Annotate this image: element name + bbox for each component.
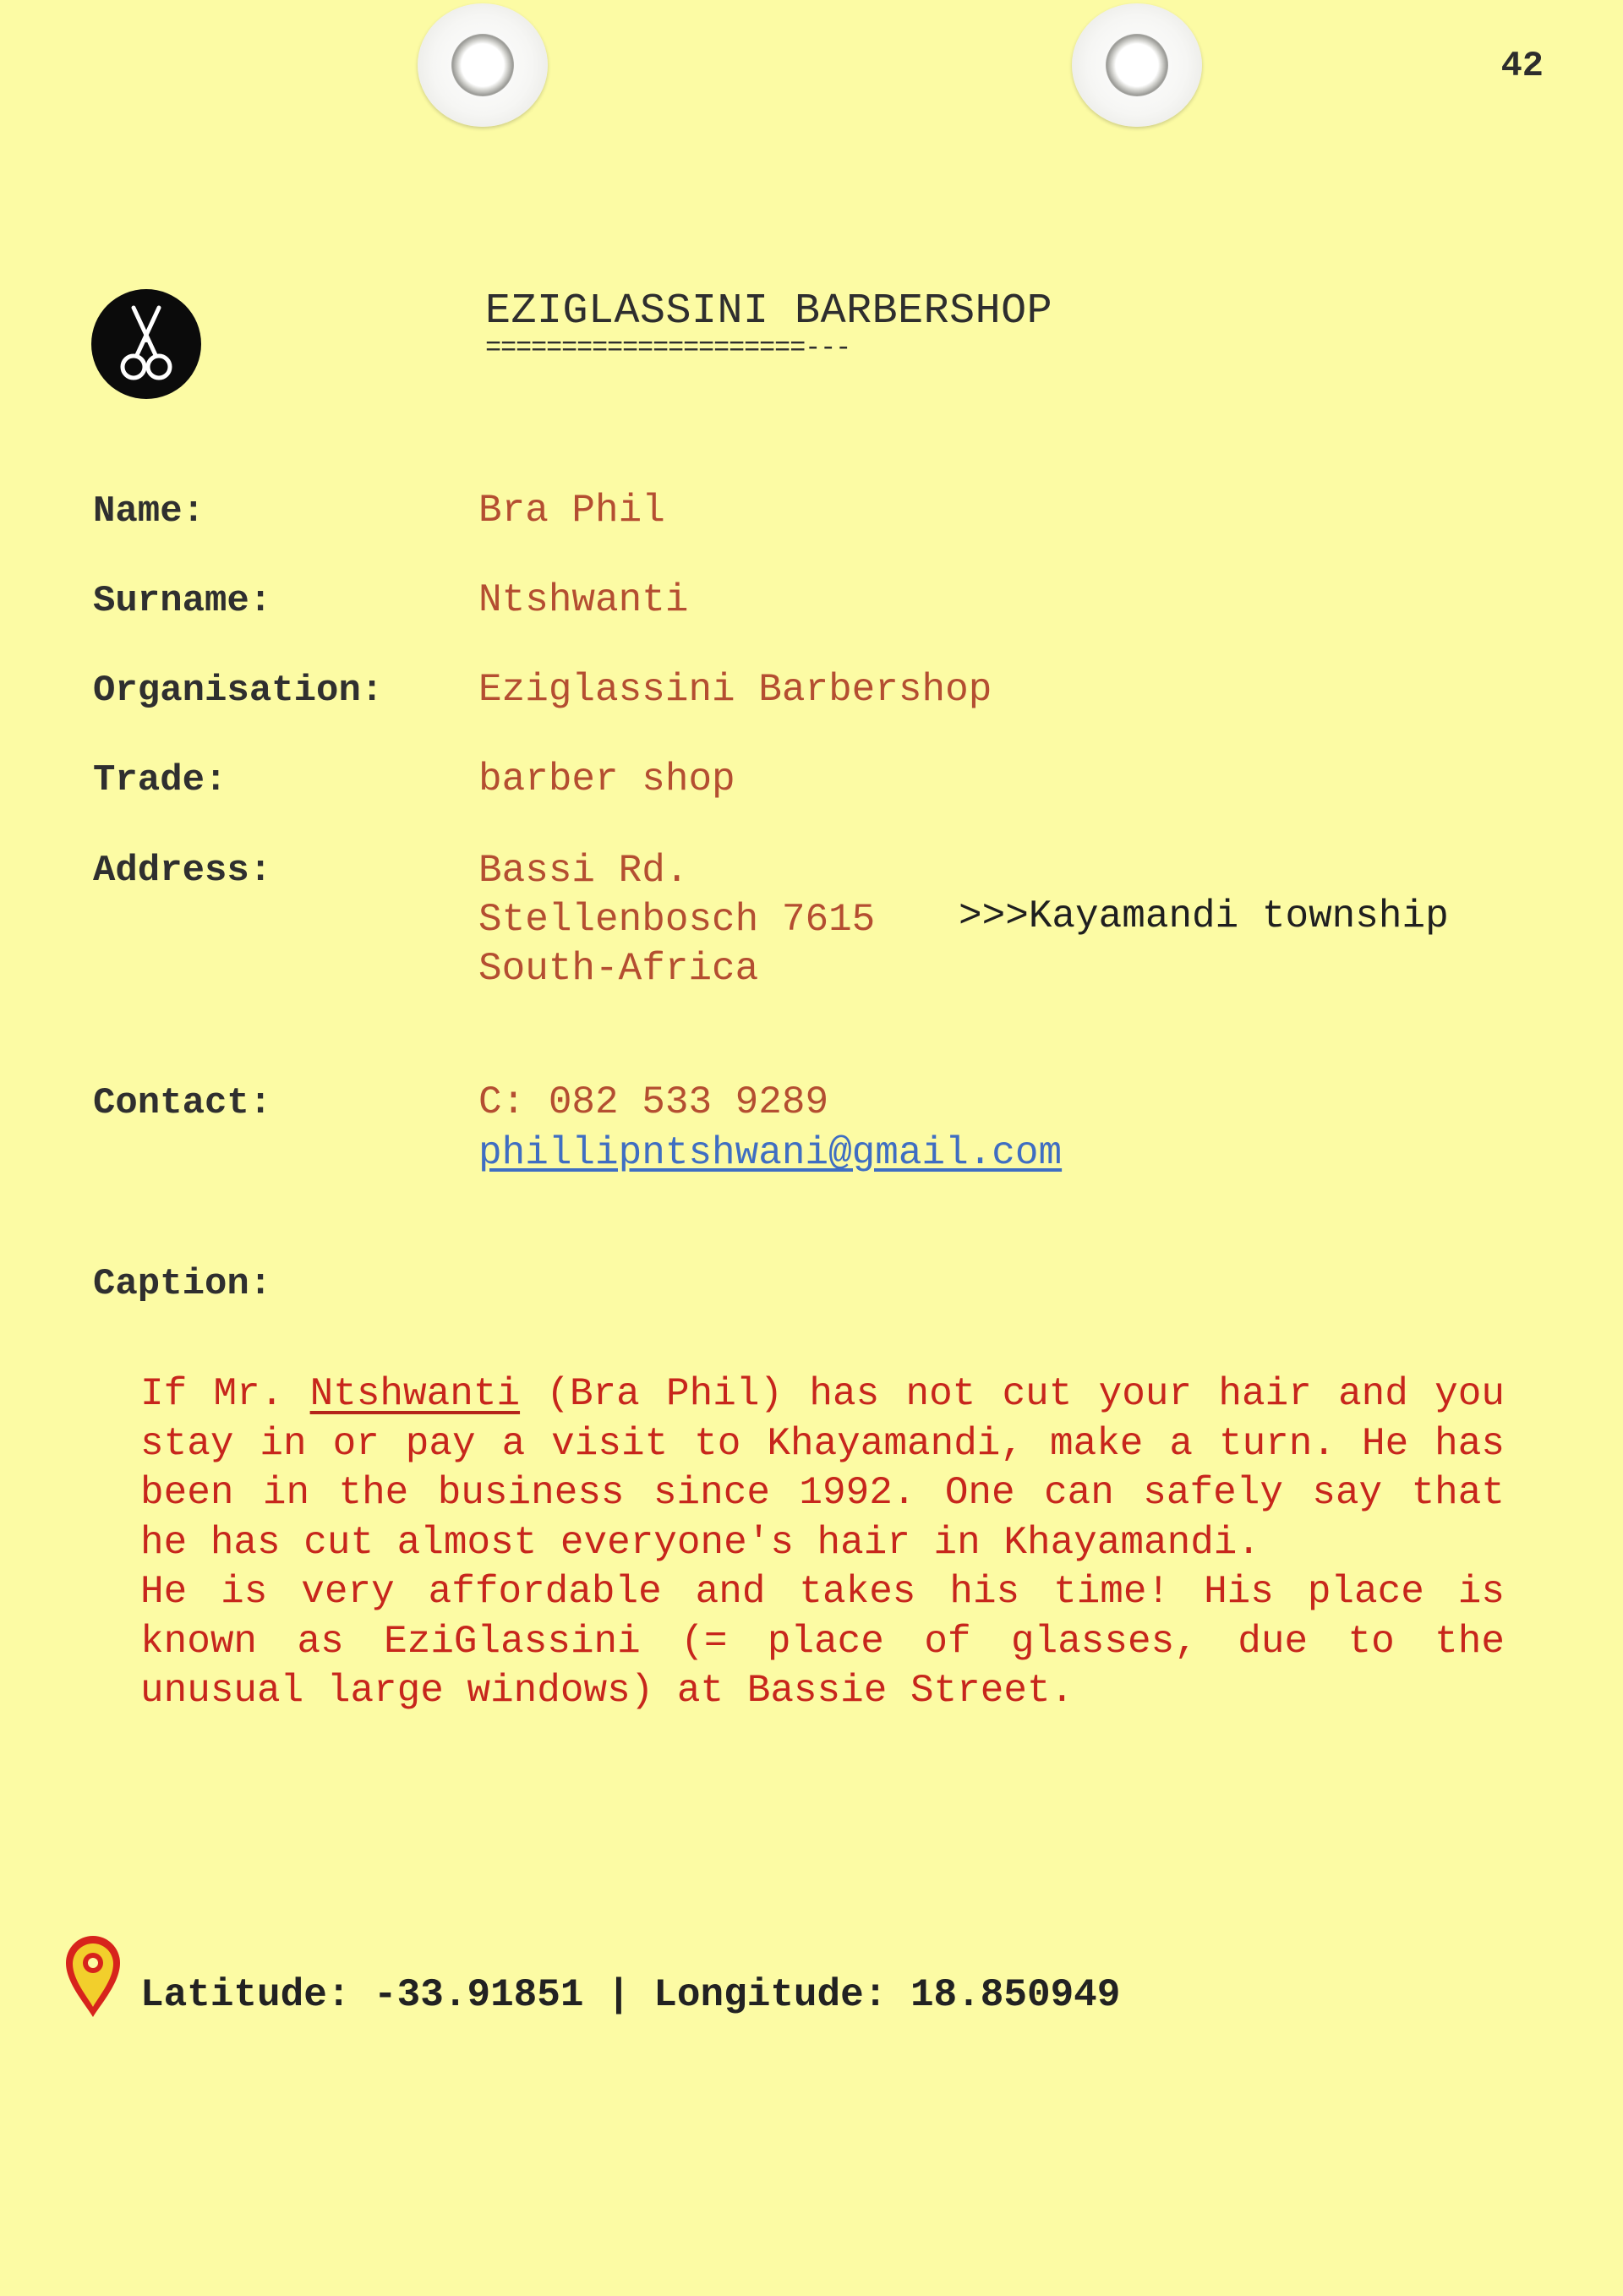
caption-paragraph-1: [140, 1369, 1505, 1567]
contact-label: Contact:: [93, 1082, 272, 1124]
shop-title: EZIGLASSINI BARBERSHOP: [485, 287, 1053, 336]
trade-value: barber shop: [478, 757, 735, 801]
address-label: Address:: [93, 850, 272, 892]
contact-email-link[interactable]: phillipntshwani@gmail.com: [478, 1131, 1063, 1175]
organisation-label: Organisation:: [93, 670, 384, 712]
trade-label: Trade:: [93, 759, 227, 801]
address-line-1: Bassi Rd.: [478, 849, 689, 893]
caption-text-part: If Mr.: [140, 1372, 310, 1416]
address-line-3: South-Africa: [478, 947, 759, 991]
eyelet-hole: [1106, 34, 1168, 96]
caption-paragraph-2: He is very affordable and takes his time! His place is known as EziGlassini (= place of glasses, due to the unusual large windows) at Bassie Street.: [140, 1570, 1505, 1713]
contact-phone: C: 082 533 9289: [478, 1080, 829, 1124]
organisation-value: Eziglassini Barbershop: [478, 668, 992, 712]
eyelet-right: [1072, 3, 1202, 127]
name-value: Bra Phil: [478, 489, 665, 533]
caption-text: [140, 1369, 1505, 1716]
map-pin-icon: [61, 1932, 125, 2020]
surname-value: Ntshwanti: [478, 578, 689, 622]
township-note: >>>Kayamandi township: [959, 894, 1449, 938]
eyelet-left: [418, 3, 548, 127]
scissors-icon: [91, 289, 201, 399]
surname-label: Surname:: [93, 580, 272, 622]
caption-label: Caption:: [93, 1263, 272, 1305]
caption-underlined-surname: Ntshwanti: [309, 1372, 521, 1416]
title-rule: =====================---: [485, 332, 851, 364]
name-label: Name:: [93, 490, 205, 533]
caption-text-part: (Bra Phil) has not cut your hair and you stay in or pay a visit to Khayamandi, make a turn. He has been in the business since 1992. One can safely say that he has cut almost everyone's hair in Khayamandi.: [140, 1372, 1505, 1565]
page-number: 42: [1500, 46, 1544, 86]
eyelet-hole: [451, 34, 514, 96]
scissors-badge: [91, 289, 201, 399]
coordinates-text: Latitude: -33.91851 | Longitude: 18.850949: [140, 1973, 1121, 2017]
address-line-2: Stellenbosch 7615: [478, 898, 876, 942]
